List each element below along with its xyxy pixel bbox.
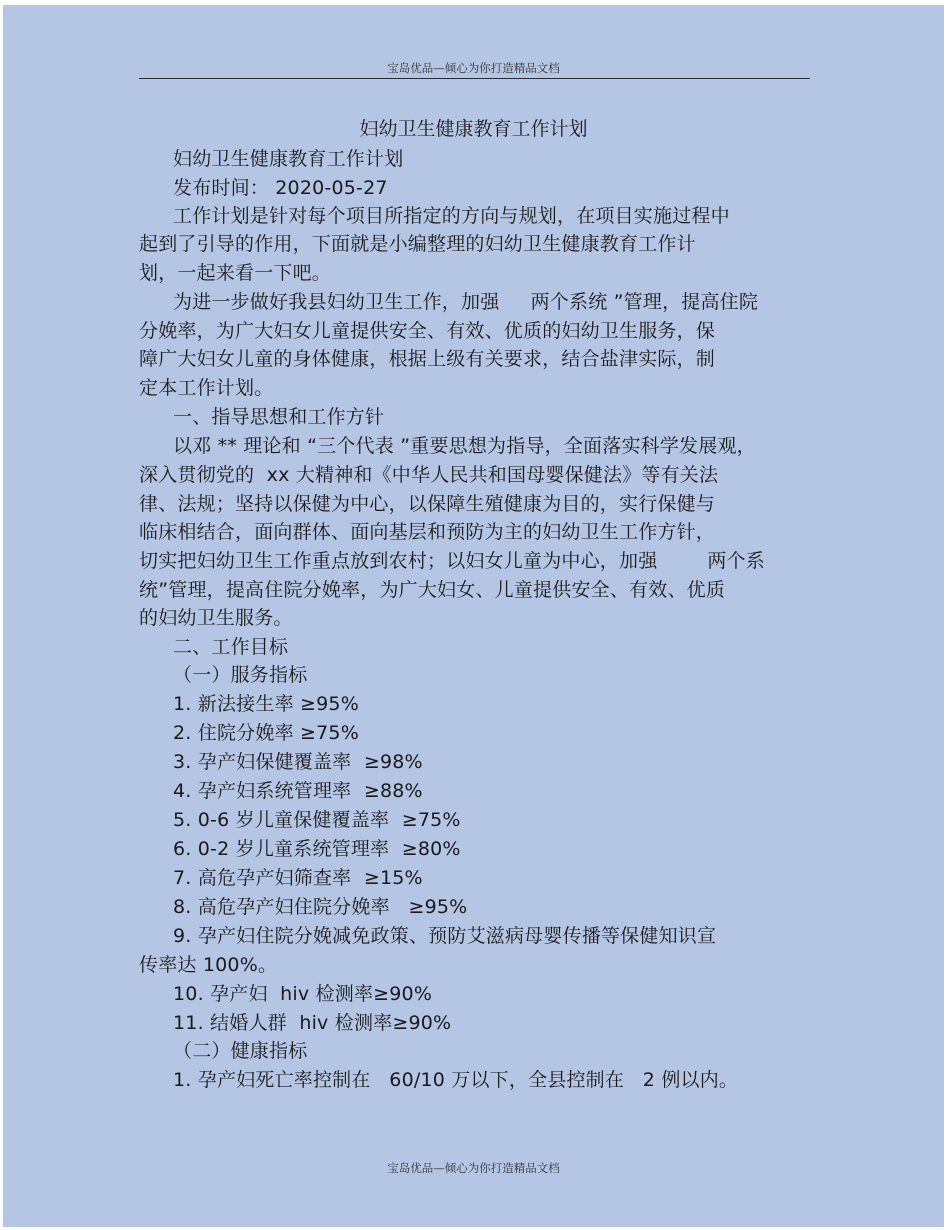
list-item: 1. 孕产妇死亡率控制在 60/10 万以下，全县控制在 2 例以内。 [173, 1069, 739, 1091]
list-item: 1. 新法接生率 ≥95% [173, 693, 359, 715]
text-line: 一、指导思想和工作方针 [173, 406, 385, 428]
text-line: 定本工作计划。 [139, 377, 274, 399]
subsection-heading: （二）健康指标 [173, 1040, 308, 1062]
subsection-heading: （一）服务指标 [173, 664, 308, 686]
list-item: 4. 孕产妇系统管理率 ≥88% [173, 780, 423, 802]
list-item: 5. 0-6 岁儿童保健覆盖率 ≥75% [173, 809, 461, 831]
text-line: 妇幼卫生健康教育工作计划 [173, 148, 404, 170]
list-item: 9. 孕产妇住院分娩减免政策、预防艾滋病母婴传播等保健知识宣 [173, 925, 717, 947]
text-line: 起到了引导的作用，下面就是小编整理的妇幼卫生健康教育工作计 [139, 233, 696, 255]
list-item: 2. 住院分娩率 ≥75% [173, 722, 359, 744]
document-page [3, 5, 944, 1227]
list-item: 10. 孕产妇 hiv 检测率≥90% [173, 983, 433, 1005]
page-header: 宝岛优品—倾心为你打造精品文档 [387, 61, 560, 75]
text-line: 临床相结合，面向群体、面向基层和预防为主的妇幼卫生工作方针， [139, 521, 716, 543]
text-line: 统”管理，提高住院分娩率，为广大妇女、儿童提供安全、有效、优质 [139, 579, 726, 601]
text-line: 障广大妇女儿童的身体健康，根据上级有关要求，结合盐津实际，制 [139, 348, 716, 370]
text-line: 发布时间： 2020-05-27 [173, 177, 388, 199]
text-line: 为进一步做好我县妇幼卫生工作，加强 两个系统 ”管理，提高住院 [173, 291, 759, 313]
text-line: 工作计划是针对每个项目所指定的方向与规划，在项目实施过程中 [173, 205, 730, 227]
list-item: 3. 孕产妇保健覆盖率 ≥98% [173, 751, 423, 773]
text-line: 以邓 ** 理论和 “三个代表 ”重要思想为指导，全面落实科学发展观， [173, 435, 756, 457]
list-item: 7. 高危孕产妇筛查率 ≥15% [173, 867, 423, 889]
page-footer: 宝岛优品—倾心为你打造精品文档 [387, 1161, 560, 1175]
section-heading: 二、工作目标 [173, 636, 289, 658]
text-line: 切实把妇幼卫生工作重点放到农村；以妇女儿童为中心，加强 两个系 [139, 550, 765, 572]
list-item: 11. 结婚人群 hiv 检测率≥90% [173, 1012, 452, 1034]
text-line: 传率达 100%。 [139, 954, 278, 976]
list-item: 8. 高危孕产妇住院分娩率 ≥95% [173, 896, 468, 918]
list-item: 6. 0-2 岁儿童系统管理率 ≥80% [173, 838, 461, 860]
header-rule [139, 78, 810, 79]
text-line: 律、法规；坚持以保健为中心，以保障生殖健康为目的，实行保健与 [139, 493, 716, 515]
text-line: 深入贯彻党的 xx 大精神和《中华人民共和国母婴保健法》等有关法 [139, 464, 719, 486]
text-line: 划，一起来看一下吧。 [139, 262, 332, 284]
text-line: 分娩率，为广大妇女儿童提供安全、有效、优质的妇幼卫生服务，保 [139, 320, 716, 342]
text-line: 的妇幼卫生服务。 [139, 607, 293, 629]
document-title: 妇幼卫生健康教育工作计划 [359, 118, 588, 140]
